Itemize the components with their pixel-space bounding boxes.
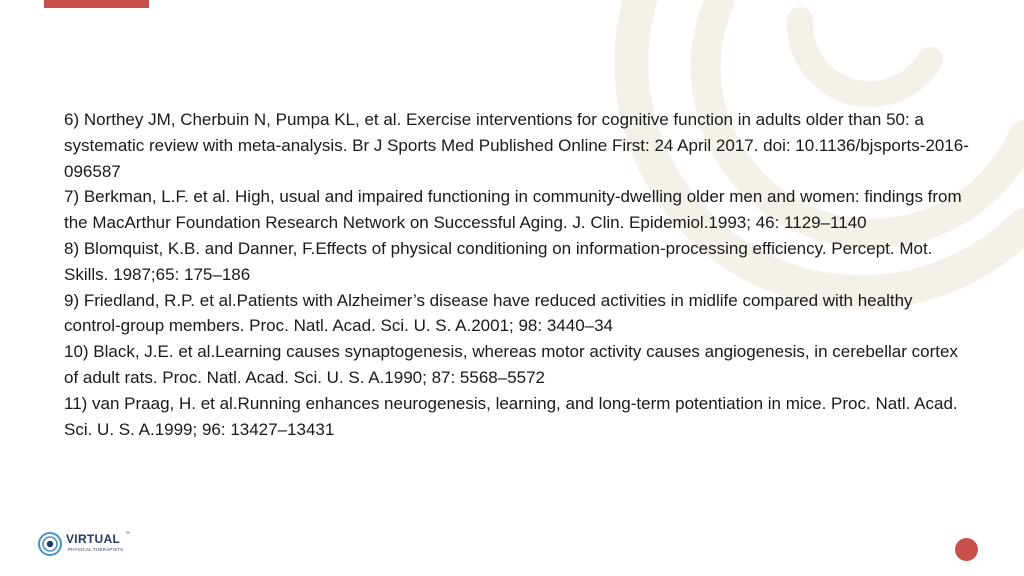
virtual-pt-logo bbox=[38, 529, 148, 559]
reference-item: 7) Berkman, L.F. et al. High, usual and impaired functioning in community-dwelling older men and women: findings from the MacArthur Foundation Research Network on Successful Aging. J. Clin. Epidemiol.1993; 46: 1129–1140 bbox=[64, 187, 962, 233]
references-list bbox=[64, 107, 969, 442]
reference-item: 6) Northey JM, Cherbuin N, Pumpa KL, et al. Exercise interventions for cognitive function in adults older than 50: a systematic review with meta-analysis. Br J Sports Med Published Online First: 24 April 2017. doi: 10.1136/bjsports-2016-096587 bbox=[64, 110, 969, 181]
reference-item: 9) Friedland, R.P. et al.Patients with Alzheimer’s disease have reduced activities in midlife compared with healthy control-group members. Proc. Natl. Acad. Sci. U. S. A.2001; 98: 3440–34 bbox=[64, 290, 913, 336]
reference-item: 10) Black, J.E. et al.Learning causes synaptogenesis, whereas motor activity causes angiogenesis, in cerebellar cortex of adult rats. Proc. Natl. Acad. Sci. U. S. A.1990; 87: 5568–5572 bbox=[64, 342, 958, 387]
reference-item: 8) Blomquist, K.B. and Danner, F.Effects of physical conditioning on information-processing efficiency. Percept. Mot. Skills. 1987;65: 175–186 bbox=[64, 238, 933, 284]
reference-item: 11) van Praag, H. et al.Running enhances neurogenesis, learning, and long-term potentiation in mice. Proc. Natl. Acad. Sci. U. S. A.1999; 96: 13427–13431 bbox=[64, 393, 958, 439]
logo-signal-icon bbox=[38, 529, 66, 559]
slide-indicator-dot bbox=[955, 538, 978, 561]
logo-trademark: ™ bbox=[125, 531, 130, 537]
logo-wordmark: VIRTUAL bbox=[66, 532, 121, 546]
logo-tagline: PHYSICAL THERAPISTS bbox=[68, 547, 124, 552]
